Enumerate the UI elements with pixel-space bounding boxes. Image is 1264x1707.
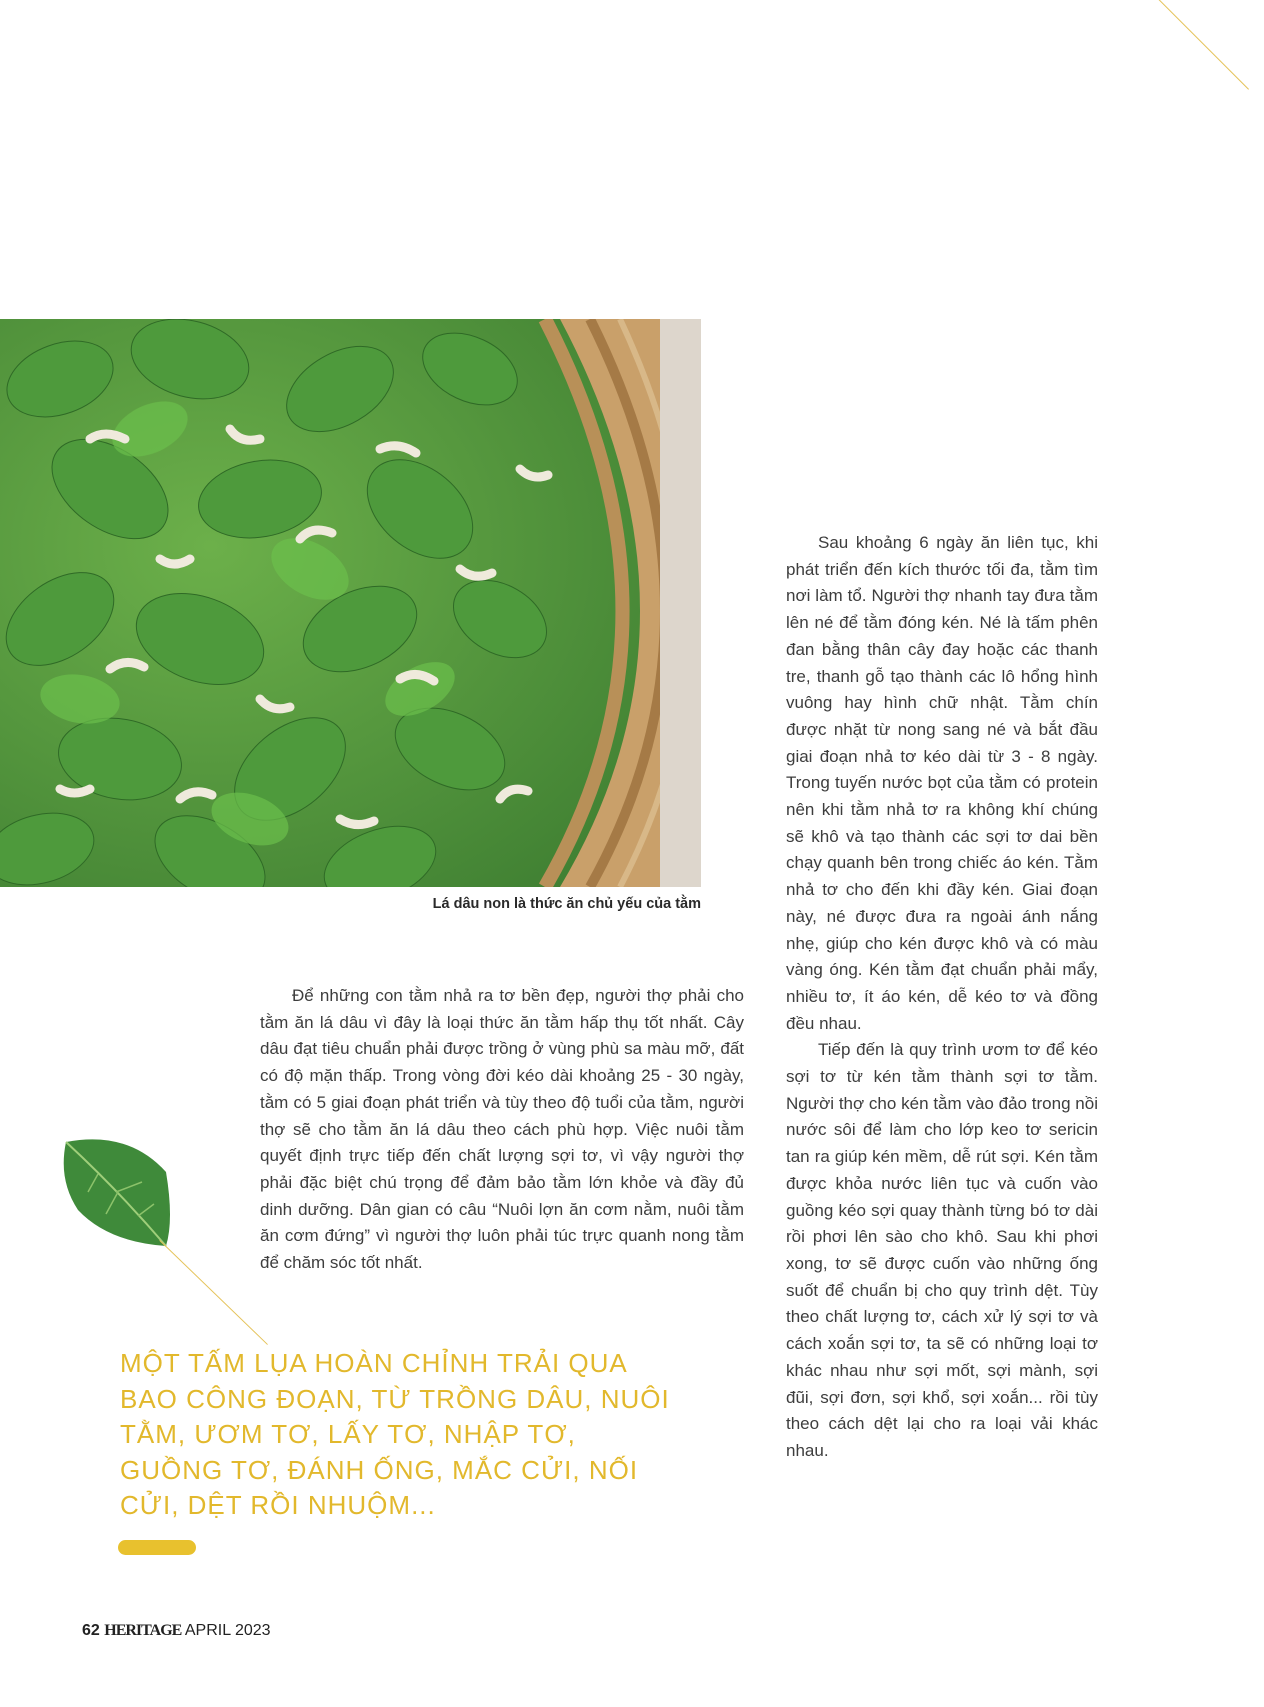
- right-paragraph-2: Tiếp đến là quy trình ươm tơ để kéo sợi tơ từ kén tằm thành sợi tơ tằm. Người thợ cho kén tằm vào đảo trong nồi nước sôi để làm cho lớp keo tơ sericin tan ra giúp kén mềm, dễ rút sợi. Kén tằm được khỏa nước liên tục và cuốn vào guồng kéo sợi quay thành từng bó tơ dài rồi phơi lên sào cho khô. Sau khi phơi xong, tơ sẽ được cuốn vào những ống suốt để chuẩn bị cho quy trình dệt. Tùy theo chất lượng tơ, cách xử lý sợi tơ và cách xoắn sợi tơ, ta sẽ có những loại tơ khác nhau như sợi mốt, sợi mành, sợi đũi, sợi đơn, sợi khổ, sợi xoắn... rồi tùy theo cách dệt lại cho ra loại vải khác nhau.: [786, 1040, 1098, 1460]
- left-column-text: [260, 983, 744, 1277]
- right-paragraph-1: Sau khoảng 6 ngày ăn liên tục, khi phát triển đến kích thước tối đa, tằm tìm nơi làm tổ. Người thợ nhanh tay đưa tằm lên né để tằm đóng kén. Né là tấm phên đan bằng thân cây đay hoặc các thanh tre, thanh gỗ tạo thành các lô hổng hình vuông hay hình chữ nhật. Tằm chín được nhặt từ nong sang né và bắt đầu giai đoạn nhả tơ kéo dài từ 3 - 8 ngày. Trong tuyến nước bọt của tằm có protein nên khi tằm nhả tơ ra không khí chúng sẽ khô và tạo thành các sợi tơ dai bền chạy quanh bên trong chiếc áo kén. Tằm nhả tơ cho đến khi đầy kén. Giai đoạn này, né được đưa ra ngoài ánh nắng nhẹ, giúp cho kén được khô và có màu vàng óng. Kén tằm đạt chuẩn phải mẩy, nhiều tơ, ít áo kén, dễ kéo tơ và đồng đều nhau.: [786, 533, 1098, 1033]
- pull-quote-accent-bar: [118, 1540, 196, 1555]
- pull-quote: MỘT TẤM LỤA HOÀN CHỈNH TRẢI QUA BAO CÔNG ĐOẠN, TỪ TRỒNG DÂU, NUÔI TẰM, ƯƠM TƠ, LẤY TƠ, NHẬP TƠ, GUỒNG TƠ, ĐÁNH ỐNG, MẮC CỬI, NỐI CỬI, DỆT RỒI NHUỘM...: [120, 1348, 670, 1520]
- photo-silkworms-mulberry-leaves: [0, 319, 701, 887]
- page-footer: [82, 1622, 271, 1640]
- issue-date: APRIL 2023: [184, 1622, 271, 1639]
- decorative-leaf-line: [159, 1240, 268, 1345]
- left-paragraph: Để những con tằm nhả ra tơ bền đẹp, người thợ phải cho tằm ăn lá dâu vì đây là loại thức ăn tằm hấp thụ tốt nhất. Cây dâu đạt tiêu chuẩn phải được trồng ở vùng phù sa màu mỡ, đất có độ mặn thấp. Trong vòng đời kéo dài khoảng 25 - 30 ngày, tằm có 5 giai đoạn phát triển và tùy theo độ tuổi của tằm, người thợ sẽ cho tằm ăn lá dâu theo cách phù hợp. Việc nuôi tằm quyết định trực tiếp đến chất lượng sợi tơ, vì vậy người thợ phải đặc biệt chú trọng để đảm bảo tằm lớn khỏe và đầy đủ dinh dưỡng. Dân gian có câu “Nuôi lợn ăn cơm nằm, nuôi tằm ăn cơm đứng” vì người thợ luôn phải túc trực quanh nong tằm để chăm sóc tốt nhất.: [260, 986, 744, 1273]
- photo-illustration: [0, 319, 701, 887]
- magazine-name: HERITAGE: [104, 1622, 182, 1639]
- photo-caption: Lá dâu non là thức ăn chủ yếu của tằm: [432, 896, 701, 912]
- decorative-corner-line: [1149, 0, 1249, 90]
- page-number: 62: [82, 1622, 100, 1639]
- mulberry-leaf-icon: [58, 1130, 178, 1250]
- right-column-text: [786, 530, 1098, 1465]
